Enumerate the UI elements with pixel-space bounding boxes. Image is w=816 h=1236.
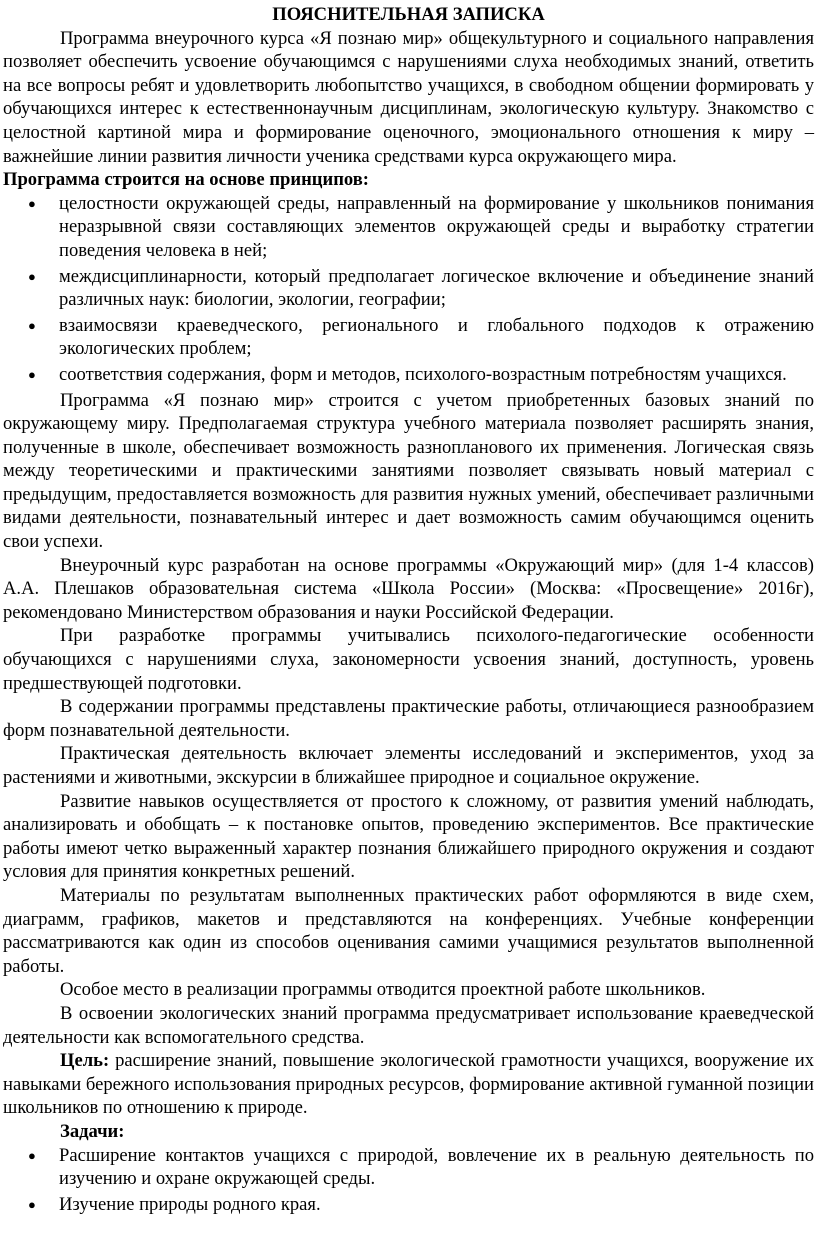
principle-item	[3, 314, 814, 361]
principle-text: междисциплинарности, который предполагает логическое включение и объединение знаний различных наук: биологии, экологии, географии;	[59, 265, 814, 311]
body-paragraph: Практическая деятельность включает элементы исследований и экспериментов, уход за растениями и животными, экскурсии в ближайшее природное и социальное окружение.	[3, 743, 814, 788]
goal-paragraph	[3, 1049, 814, 1120]
document-title: ПОЯСНИТЕЛЬНАЯ ЗАПИСКА	[272, 4, 545, 25]
body-paragraph: Особое место в реализации программы отводится проектной работе школьников.	[60, 979, 706, 1001]
body-paragraph: В содержании программы представлены практические работы, отличающиеся разнообразием форм познавательной деятельности.	[3, 696, 814, 741]
principle-text: соответствия содержания, форм и методов, психолого-возрастным потребностям учащихся.	[59, 363, 787, 385]
body-paragraph: Материалы по результатам выполненных практических работ оформляются в виде схем, диаграмм, графиков, макетов и представляются на конференциях. Учебные конференции рассматриваются как один из способов оценивания самими учащимися результатов выполненной работы.	[3, 884, 814, 977]
bullet-icon: ●	[28, 317, 36, 333]
bullet-icon: ●	[28, 1196, 36, 1212]
principles-heading: Программа строится на основе принципов:	[3, 169, 370, 191]
principles-list	[3, 192, 814, 387]
bullet-icon: ●	[28, 366, 36, 382]
goal-label: Цель:	[60, 1050, 110, 1072]
tasks-heading: Задачи:	[60, 1120, 125, 1142]
task-item	[3, 1144, 814, 1191]
bullet-icon: ●	[28, 195, 36, 211]
body-paragraph: При разработке программы учитывались психолого-педагогические особенности обучающихся с нарушениями слуха, закономерности усвоения знаний, доступность, уровень предшествующей подготовки.	[3, 625, 814, 694]
principle-text: целостности окружающей среды, направленный на формирование у школьников понимания неразрывной связи составляющих элементов окружающей среды и выработку стратегии поведения человека в ней;	[59, 192, 814, 261]
intro-paragraph: Программа внеурочного курса «Я познаю мир» общекультурного и социального направления позволяет обеспечить усвоение обучающимся с нарушениями слуха необходимых знаний, ответить на все вопросы ребят и удовлетворить любопытство учащихся, в свободном общении формировать у обучающихся интерес к естественнонаучным дисциплинам, экологическую культуру. Знакомство с целостной картиной мира и формирование оценочного, эмоционального отношения к миру – важнейшие линии развития личности ученика средствами курса окружающего мира.	[3, 27, 814, 167]
task-item	[3, 1193, 814, 1217]
goal-text: расширение знаний, повышение экологической грамотности учащихся, вооружение их навыками бережного использования природных ресурсов, формирование активной гуманной позиции школьников по отношению к природе.	[3, 1050, 814, 1119]
body-paragraph: В освоении экологических знаний программа предусматривает использование краеведческой деятельности как вспомогательного средства.	[3, 1002, 814, 1048]
task-text: Расширение контактов учащихся с природой, вовлечение их в реальную деятельность по изучению и охране окружающей среды.	[59, 1144, 814, 1190]
task-text: Изучение природы родного края.	[59, 1193, 321, 1215]
bullet-icon: ●	[28, 268, 36, 284]
body-paragraph: Развитие навыков осуществляется от простого к сложному, от развития умений наблюдать, анализировать и обобщать – к постановке опытов, проведению экспериментов. Все практические работы имеют четко выраженный характер познания ближайшего природного окружения и создают условия для принятия конкретных решений.	[3, 790, 814, 883]
principle-text: взаимосвязи краеведческого, регионального и глобального подходов к отражению экологических проблем;	[59, 314, 814, 360]
tasks-list	[3, 1144, 814, 1217]
principle-item	[3, 265, 814, 312]
principle-item	[3, 192, 814, 263]
body-paragraph: Внеурочный курс разработан на основе программы «Окружающий мир» (для 1-4 классов) А.А. Плешаков образовательная система «Школа России» (Москва: «Просвещение» 2016г), рекомендовано Министерством образования и науки Российской Федерации.	[3, 554, 814, 623]
body-paragraph: Программа «Я познаю мир» строится с учетом приобретенных базовых знаний по окружающему миру. Предполагаемая структура учебного материала позволяет расширять знания, полученные в школе, обеспечивает возможность разнопланового их применения. Логическая связь между теоретическими и практическими занятиями позволяет связывать новый материал с предыдущим, предоставляется возможность для развития нужных умений, обеспечивает различными видами деятельности, познавательный интерес и дает возможность самим обучающимся оценить свои успехи.	[3, 389, 814, 553]
principle-item	[3, 363, 814, 387]
bullet-icon: ●	[28, 1147, 36, 1163]
